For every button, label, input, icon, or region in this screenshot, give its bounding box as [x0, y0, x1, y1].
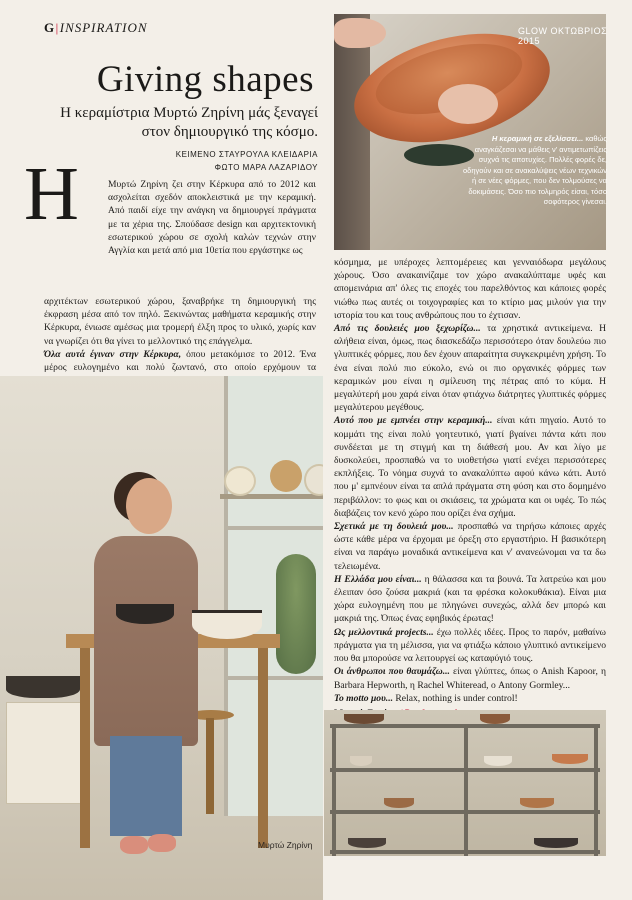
section-separator: |	[55, 20, 59, 35]
paragraph-text: προσπαθώ να τηρήσω κάποιες αρχές ώστε κάθε μέρα να έρχομαι με όρεξη στο εργαστήριο. Η βασικότερη είναι να παράγω μοναδικά αντικείμενα και ν' ανανεώνομαι να τα δω τελειωμένα.	[334, 521, 606, 572]
photo-pot	[384, 798, 414, 808]
paragraph-lead: Αυτό που με εμπνέει στην κεραμική...	[334, 415, 493, 427]
window-bar	[228, 526, 323, 530]
photo-bowl-dark	[116, 604, 174, 624]
window-bar	[228, 676, 323, 680]
caption-text: καθώς αναγκάζεσαι να μάθεις ν' αντιμετωπίζεις συχνά τις αποτυχίες. Πολλές φορές δε, οδηγούν και σε ανακαλύψεις νέων τεχνικών ή σε νέες φόρμες, που δεν τολμούσες να δοκιμάσεις. Όσο πιο τολμηρός είσαι, τόσο σοφότερος γίνεσαι.	[462, 134, 607, 206]
photo-pot	[344, 714, 384, 724]
photo-potter-hands	[334, 14, 606, 250]
paragraph-lead: Ως μελλοντικά projects...	[334, 626, 434, 638]
paragraph-text: είναι γλύπτες, όπως ο Anish Kapoor, η Barbara Hepworth, η Rachel Whiteread, ο Antony Gormley...	[334, 666, 606, 691]
photo-pot	[520, 798, 554, 808]
photo-pot	[552, 754, 588, 764]
photo-table-leg	[258, 648, 268, 848]
photo-hand	[334, 18, 386, 48]
top-photo-caption	[457, 134, 607, 208]
photo-person-jeans	[110, 736, 182, 836]
credits	[96, 148, 318, 174]
body-paragraph	[334, 573, 606, 626]
caption-lead: Η κεραμική σε εξελίσσει...	[491, 134, 584, 143]
photo-shoe	[120, 836, 148, 854]
photo-plant	[276, 554, 316, 674]
paragraph-text: όπου μετακόμισε το 2012. Ένα μέρος ευλογημένο και πολύ ζωντανό, στο οποίο ερχόμουν τα	[44, 348, 317, 374]
photo-person-head	[126, 478, 172, 534]
photo-studio-shelves	[324, 710, 606, 856]
paragraph-text: τα χρηστικά αντικείμενα. Η αλήθεια είναι, όμως, πως διασκεδάζω περισσότερο όταν δουλεύω πιο γλυπτικές φόρμες, που δεν έχουν απαραίτητα συγκεκριμένη χρήση. Το ένα είναι πολύ πιο εύκολο, ενώ οι πιο οργανικές φόρμες των κεραμικών μου είναι η σμίλευση της πέτρας από το κύμα. Η μεγαλύτερή μου χαρά είναι όταν φτιάχνω διάτρητες γλυπτικές φόρμες μεγαλύτερου μεγέθους.	[334, 323, 606, 414]
page-subtitle: Η κεραμίστρια Μυρτώ Ζηρίνη μάς ξεναγεί στον δημιουργικό της κόσμο.	[60, 105, 318, 140]
photo-shoe	[148, 834, 176, 852]
photo-stool-leg	[206, 718, 214, 814]
paragraph-lead: Η Ελλάδα μου είναι...	[334, 573, 422, 585]
section-name: INSPIRATION	[59, 20, 148, 35]
intro-paragraph-cont: αρχιτέκτων εσωτερικού χώρου, ξαναβρήκε τη δημιουργική της έκφραση μέσα από τον πηλό. Ξεκινώντας μαθήματα κεραμικής στην Κέρκυρα, ένιωσε αμέσως μια τρομερή έλξη προς το υλικό, χωρίς καν να γνωρίζει ότι θα γίνει το μελλοντικό της επάγγελμα.	[44, 296, 316, 347]
right-column	[334, 256, 606, 720]
photo-pot	[534, 838, 578, 848]
dropcap: Η	[24, 152, 79, 236]
intro-text	[108, 178, 316, 257]
paragraph-text: η θάλασσα και τα βουνά. Τα λατρεύω και μου έλειπαν όσο ζούσα μακριά (και τα φρέσκα κολοκυθάκια). Είναι μια χώρα ευλογημένη που με πληγώνει συνεχώς, αλλά δεν μπορώ και μακριά της. Όπως ένας εφηβικός έρωτας!	[334, 573, 606, 625]
running-head: GLOW ΟΚΤΩΒΡΙΟΣ 2015	[518, 26, 608, 46]
paragraph-lead: Όλα αυτά έγιναν στην Κέρκυρα,	[44, 348, 182, 360]
page-title: Giving shapes	[96, 59, 314, 100]
paragraph-lead: Σχετικά με τη δουλειά μου...	[334, 521, 454, 533]
photo-pot	[350, 756, 372, 766]
body-paragraph	[334, 414, 606, 520]
photo-plate	[224, 466, 256, 496]
photo-pot	[480, 714, 510, 724]
body-paragraph	[334, 520, 606, 573]
photo-bowls	[6, 676, 80, 698]
photo-bowl-white	[192, 610, 262, 639]
photo-plate	[270, 460, 302, 492]
photo-shelf-post	[464, 724, 468, 856]
photo-pot	[348, 838, 386, 848]
section-tag	[44, 20, 148, 36]
paragraph-text: κόσμημα, με υπέροχες λεπτομέρειες και γενναιόδωρα μεγάλους χώρους. Όσο ανακαινίζαμε τον χώρο ανακαλύπταμε υφές και απομεινάρια απ' όλες τις εποχές του παρελθόντος και κάποιες φορές νιώθω πως αυτές οι τοιχογραφίες και το κτίριο μας μιλούν για την ιστορία του και τους ανθρώπους που το έχτισαν.	[334, 257, 606, 321]
paragraph-lead: Οι άνθρωποι που θαυμάζω...	[334, 666, 450, 678]
photo-shelf-post	[594, 724, 598, 856]
photo-credit: ΦΩΤΟ ΜΑΡΑ ΛΑΖΑΡΙΔΟΥ	[214, 163, 318, 172]
photo-arm	[334, 14, 370, 250]
text-credit: ΚΕΙΜΕΝΟ ΣΤΑΥΡΟΥΛΑ ΚΛΕΙΔΑΡΙΑ	[175, 150, 318, 159]
photo-shelf-post	[332, 724, 336, 856]
paragraph-text: έχω πολλές ιδέες. Προς το παρόν, μαθαίνω πράγματα για τη μέλισσα, για να φτιάξω κάποιο γλυπτικό αντικείμενο που θα μπορούσε να λειτουργεί ως καταφύγιό τους.	[334, 626, 606, 665]
photo-table-leg	[80, 648, 90, 848]
paragraph-lead: Από τις δουλειές μου ξεχωρίζω...	[334, 323, 481, 335]
paragraph-lead: To motto μου...	[334, 692, 393, 704]
photo-potter-studio	[0, 376, 323, 900]
body-paragraph	[334, 626, 606, 666]
photo-caption: Μυρτώ Ζηρίνη	[258, 840, 313, 850]
body-paragraph	[334, 692, 606, 705]
body-paragraph	[334, 665, 606, 691]
photo-cabinet	[6, 702, 82, 804]
photo-pot	[484, 756, 512, 766]
paragraph-text: Relax, nothing is under control!	[393, 692, 518, 704]
paragraph-text: είναι κάτι πηγαίο. Αυτό το κομμάτι της είναι πολύ γοητευτικό, γιατί βγαίνει πάντα κάτι που συνδέεται με τη στιγμή και τη διάθεσή μου. Αν και λίγο με δυσκολεύει, προσπαθώ να το υιοθετήσω γιατί ενέχει περισσότερες εκπλήξεις. Το νόημα συχνά το ανακαλύπτω αφού κάνω κάτι. Αυτό που μ' εμπνέουν είναι τα απλά πράγματα στη φύση και στο δομημένο περιβάλλον: το φως και οι σκιάσεις, τα χρώματα και οι υφές. Το πώς διαβάζεις τον κενό χώρο που ορίζει ένα σχήμα.	[334, 415, 606, 519]
section-letter: G	[44, 20, 55, 35]
photo-hand	[438, 84, 498, 124]
body-paragraph	[334, 256, 606, 322]
intro-paragraph: Μυρτώ Ζηρίνη ζει στην Κέρκυρα από το 2012 και ασχολείται σχεδόν αποκλειστικά με την κεραμική. Από παιδί είχε την ανάγκη να δημιουργεί πράγματα με τα χέρια της. Σπούδασε design και αρχιτεκτονική εσωτερικού χώρου σε σχολή καλών τεχνών στην Αγγλία και μετά από μια 10ετία που εργάστηκε ως	[108, 179, 316, 257]
photo-person-dress	[94, 536, 198, 746]
body-paragraph	[334, 322, 606, 414]
